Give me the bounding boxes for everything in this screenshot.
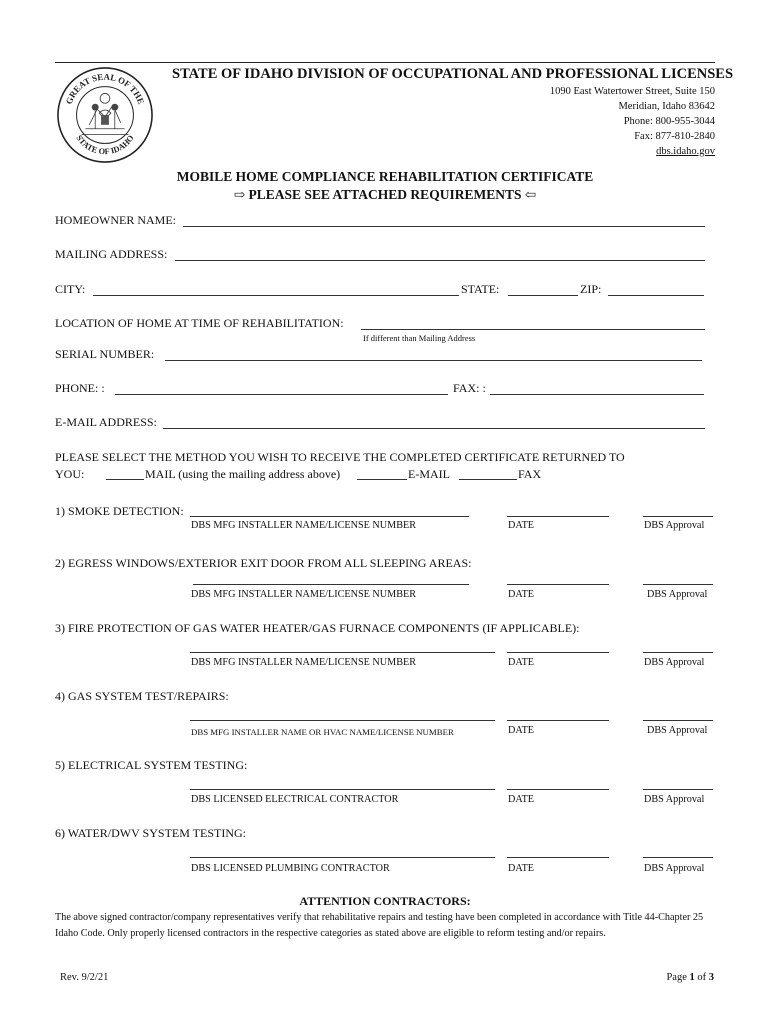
page-total: 3 <box>708 972 714 983</box>
approval-field[interactable] <box>643 516 713 517</box>
page-number <box>666 972 714 983</box>
date-caption: DATE <box>508 520 535 531</box>
agency-name: STATE OF IDAHO DIVISION OF OCCUPATIONAL AND PROFESSIONAL LICENSES <box>172 66 734 82</box>
installer-signature-field[interactable] <box>190 516 469 517</box>
state-seal-icon <box>56 66 154 164</box>
approval-field[interactable] <box>643 857 713 858</box>
date-field[interactable] <box>507 652 609 653</box>
mailing-address-field[interactable] <box>175 260 705 261</box>
section-label: 6) WATER/DWV SYSTEM TESTING: <box>55 826 247 840</box>
approval-caption: DBS Approval <box>647 589 708 600</box>
approval-caption: DBS Approval <box>644 863 705 874</box>
date-field[interactable] <box>507 857 609 858</box>
approval-field[interactable] <box>643 584 713 585</box>
approval-caption: DBS Approval <box>644 794 705 805</box>
date-caption: DATE <box>508 589 535 600</box>
city-label: CITY: <box>55 282 86 296</box>
date-field[interactable] <box>507 584 609 585</box>
page-prefix: Page <box>666 972 690 983</box>
date-caption: DATE <box>508 794 535 805</box>
signature-caption: DBS LICENSED ELECTRICAL CONTRACTOR <box>191 794 399 805</box>
installer-signature-field[interactable] <box>190 720 495 721</box>
fax-option-blank[interactable] <box>459 479 517 480</box>
plumbing-signature-field[interactable] <box>190 857 495 858</box>
signature-caption: DBS MFG INSTALLER NAME/LICENSE NUMBER <box>191 520 417 531</box>
form-title: MOBILE HOME COMPLIANCE REHABILITATION CERTIFICATE <box>176 169 594 184</box>
email-label: E-MAIL ADDRESS: <box>55 415 157 429</box>
mailing-address-label: MAILING ADDRESS: <box>55 247 168 261</box>
signature-caption: DBS MFG INSTALLER NAME/LICENSE NUMBER <box>191 589 417 600</box>
date-caption: DATE <box>508 725 535 736</box>
email-option-blank[interactable] <box>357 479 407 480</box>
serial-number-label: SERIAL NUMBER: <box>55 347 155 361</box>
email-field[interactable] <box>163 428 705 429</box>
revision-date: Rev. 9/2/21 <box>60 972 109 983</box>
state-label: STATE: <box>461 282 500 296</box>
approval-caption: DBS Approval <box>644 657 705 668</box>
approval-field[interactable] <box>643 789 713 790</box>
zip-field[interactable] <box>608 295 704 296</box>
attention-text: The above signed contractor/company representatives verify that rehabilitative repairs and testing have been completed in accordance with Title 44-Chapter 25 Idaho Code. Only properly licensed contractors in the respective categories as stated above are eligible to reform testing and/or repairs. <box>55 912 704 939</box>
signature-caption: DBS MFG INSTALLER NAME/LICENSE NUMBER <box>191 657 417 668</box>
signature-caption: DBS MFG INSTALLER NAME OR HVAC NAME/LICENSE NUMBER <box>191 727 454 737</box>
date-caption: DATE <box>508 657 535 668</box>
zip-label: ZIP: <box>580 282 602 296</box>
section-label: 3) FIRE PROTECTION OF GAS WATER HEATER/GAS FURNACE COMPONENTS (IF APPLICABLE): <box>55 621 580 635</box>
date-caption: DATE <box>508 863 535 874</box>
page-of: of <box>694 972 709 983</box>
fax-option-label: FAX <box>518 467 542 481</box>
address-line: 1090 East Watertower Street, Suite 150 <box>549 86 715 97</box>
location-label: LOCATION OF HOME AT TIME OF REHABILITATION: <box>55 316 344 330</box>
attention-heading: ATTENTION CONTRACTORS: <box>299 894 471 908</box>
phone-label: PHONE: : <box>55 381 105 395</box>
state-field[interactable] <box>508 295 578 296</box>
date-field[interactable] <box>507 720 609 721</box>
header-rule <box>55 62 715 63</box>
location-field[interactable] <box>361 329 705 330</box>
form-subtitle: ⇨ PLEASE SEE ATTACHED REQUIREMENTS ⇦ <box>233 187 537 202</box>
delivery-instructions: PLEASE SELECT THE METHOD YOU WISH TO RECEIVE THE COMPLETED CERTIFICATE RETURNED TO <box>55 450 625 464</box>
page-current: 1 <box>689 972 695 983</box>
approval-field[interactable] <box>643 652 713 653</box>
approval-caption: DBS Approval <box>647 725 708 736</box>
svg-text:GREAT SEAL OF THE <box>64 72 147 106</box>
delivery-you-label: YOU: <box>55 467 85 481</box>
approval-field[interactable] <box>643 720 713 721</box>
date-field[interactable] <box>507 789 609 790</box>
section-label: 4) GAS SYSTEM TEST/REPAIRS: <box>55 689 229 703</box>
city-field[interactable] <box>93 295 459 296</box>
section-label: 1) SMOKE DETECTION: <box>55 504 184 518</box>
seal-text-bottom: STATE OF IDAHO <box>74 133 136 157</box>
electrical-signature-field[interactable] <box>190 789 495 790</box>
phone-field[interactable] <box>115 394 448 395</box>
section-label: 2) EGRESS WINDOWS/EXTERIOR EXIT DOOR FROM ALL SLEEPING AREAS: <box>55 556 472 570</box>
email-option-label: E-MAIL <box>408 467 450 481</box>
svg-text:STATE OF IDAHO <box>74 133 136 156</box>
signature-caption: DBS LICENSED PLUMBING CONTRACTOR <box>191 863 390 874</box>
fax-line: Fax: 877-810-2840 <box>634 131 715 142</box>
website-link[interactable]: dbs.idaho.gov <box>656 146 715 157</box>
fax-field[interactable] <box>490 394 704 395</box>
location-note: If different than Mailing Address <box>363 333 476 343</box>
installer-signature-field[interactable] <box>193 584 469 585</box>
fax-label: FAX: : <box>453 381 486 395</box>
approval-caption: DBS Approval <box>644 520 705 531</box>
mail-option-blank[interactable] <box>106 479 144 480</box>
homeowner-name-field[interactable] <box>183 226 705 227</box>
serial-number-field[interactable] <box>165 360 702 361</box>
address-line: Meridian, Idaho 83642 <box>618 101 715 112</box>
seal-text-top: GREAT SEAL OF THE <box>63 71 147 106</box>
mail-option-label: MAIL (using the mailing address above) <box>145 467 341 481</box>
date-field[interactable] <box>507 516 609 517</box>
homeowner-name-label: HOMEOWNER NAME: <box>55 213 176 227</box>
phone-line: Phone: 800-955-3044 <box>623 116 715 127</box>
section-label: 5) ELECTRICAL SYSTEM TESTING: <box>55 758 248 772</box>
installer-signature-field[interactable] <box>190 652 495 653</box>
